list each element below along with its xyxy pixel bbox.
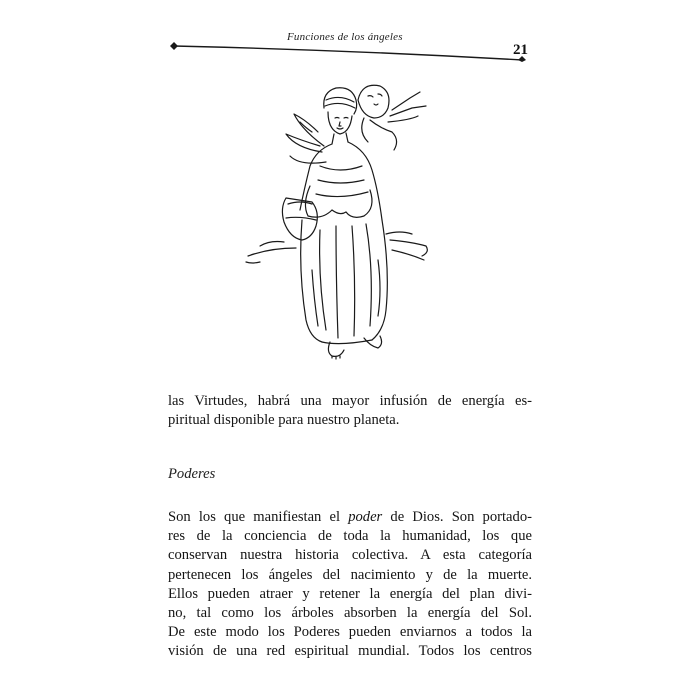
- text-line: pertenecen los ángeles del nacimiento y de la muerte.: [168, 566, 532, 583]
- text-line: Ellos pueden atraer y retener la energía del plan divi-: [168, 585, 532, 602]
- emphasized-word: poder: [348, 509, 383, 525]
- text-segment: Son los que manifiestan el: [168, 509, 349, 525]
- text-line: piritual disponible para nuestro planeta.: [168, 412, 400, 429]
- paragraph-poderes: [168, 508, 532, 662]
- text-line: [168, 508, 532, 527]
- text-line: las Virtudes, habrá una mayor infusión de energía es-: [168, 393, 532, 409]
- angel-illustration-icon: [240, 70, 440, 370]
- paragraph-virtudes: [168, 392, 532, 430]
- text-line: res de la conciencia de toda la humanidad, los que: [168, 528, 532, 545]
- text-line: De este modo los Poderes pueden enviarnos a todos la: [168, 624, 532, 641]
- text-segment: de Dios. Son portado-: [382, 509, 532, 525]
- section-heading-poderes: Poderes: [168, 466, 216, 482]
- text-line: visión de una red espiritual mundial. Todos los centros: [168, 643, 532, 660]
- running-title: Funciones de los ángeles: [287, 31, 403, 43]
- text-line: conservan nuestra historia colectiva. A esta categoría: [168, 547, 532, 564]
- header-rule: [168, 40, 528, 62]
- page-number: 21: [513, 42, 528, 58]
- text-line: no, tal como los árboles absorben la energía del Sol.: [168, 605, 532, 622]
